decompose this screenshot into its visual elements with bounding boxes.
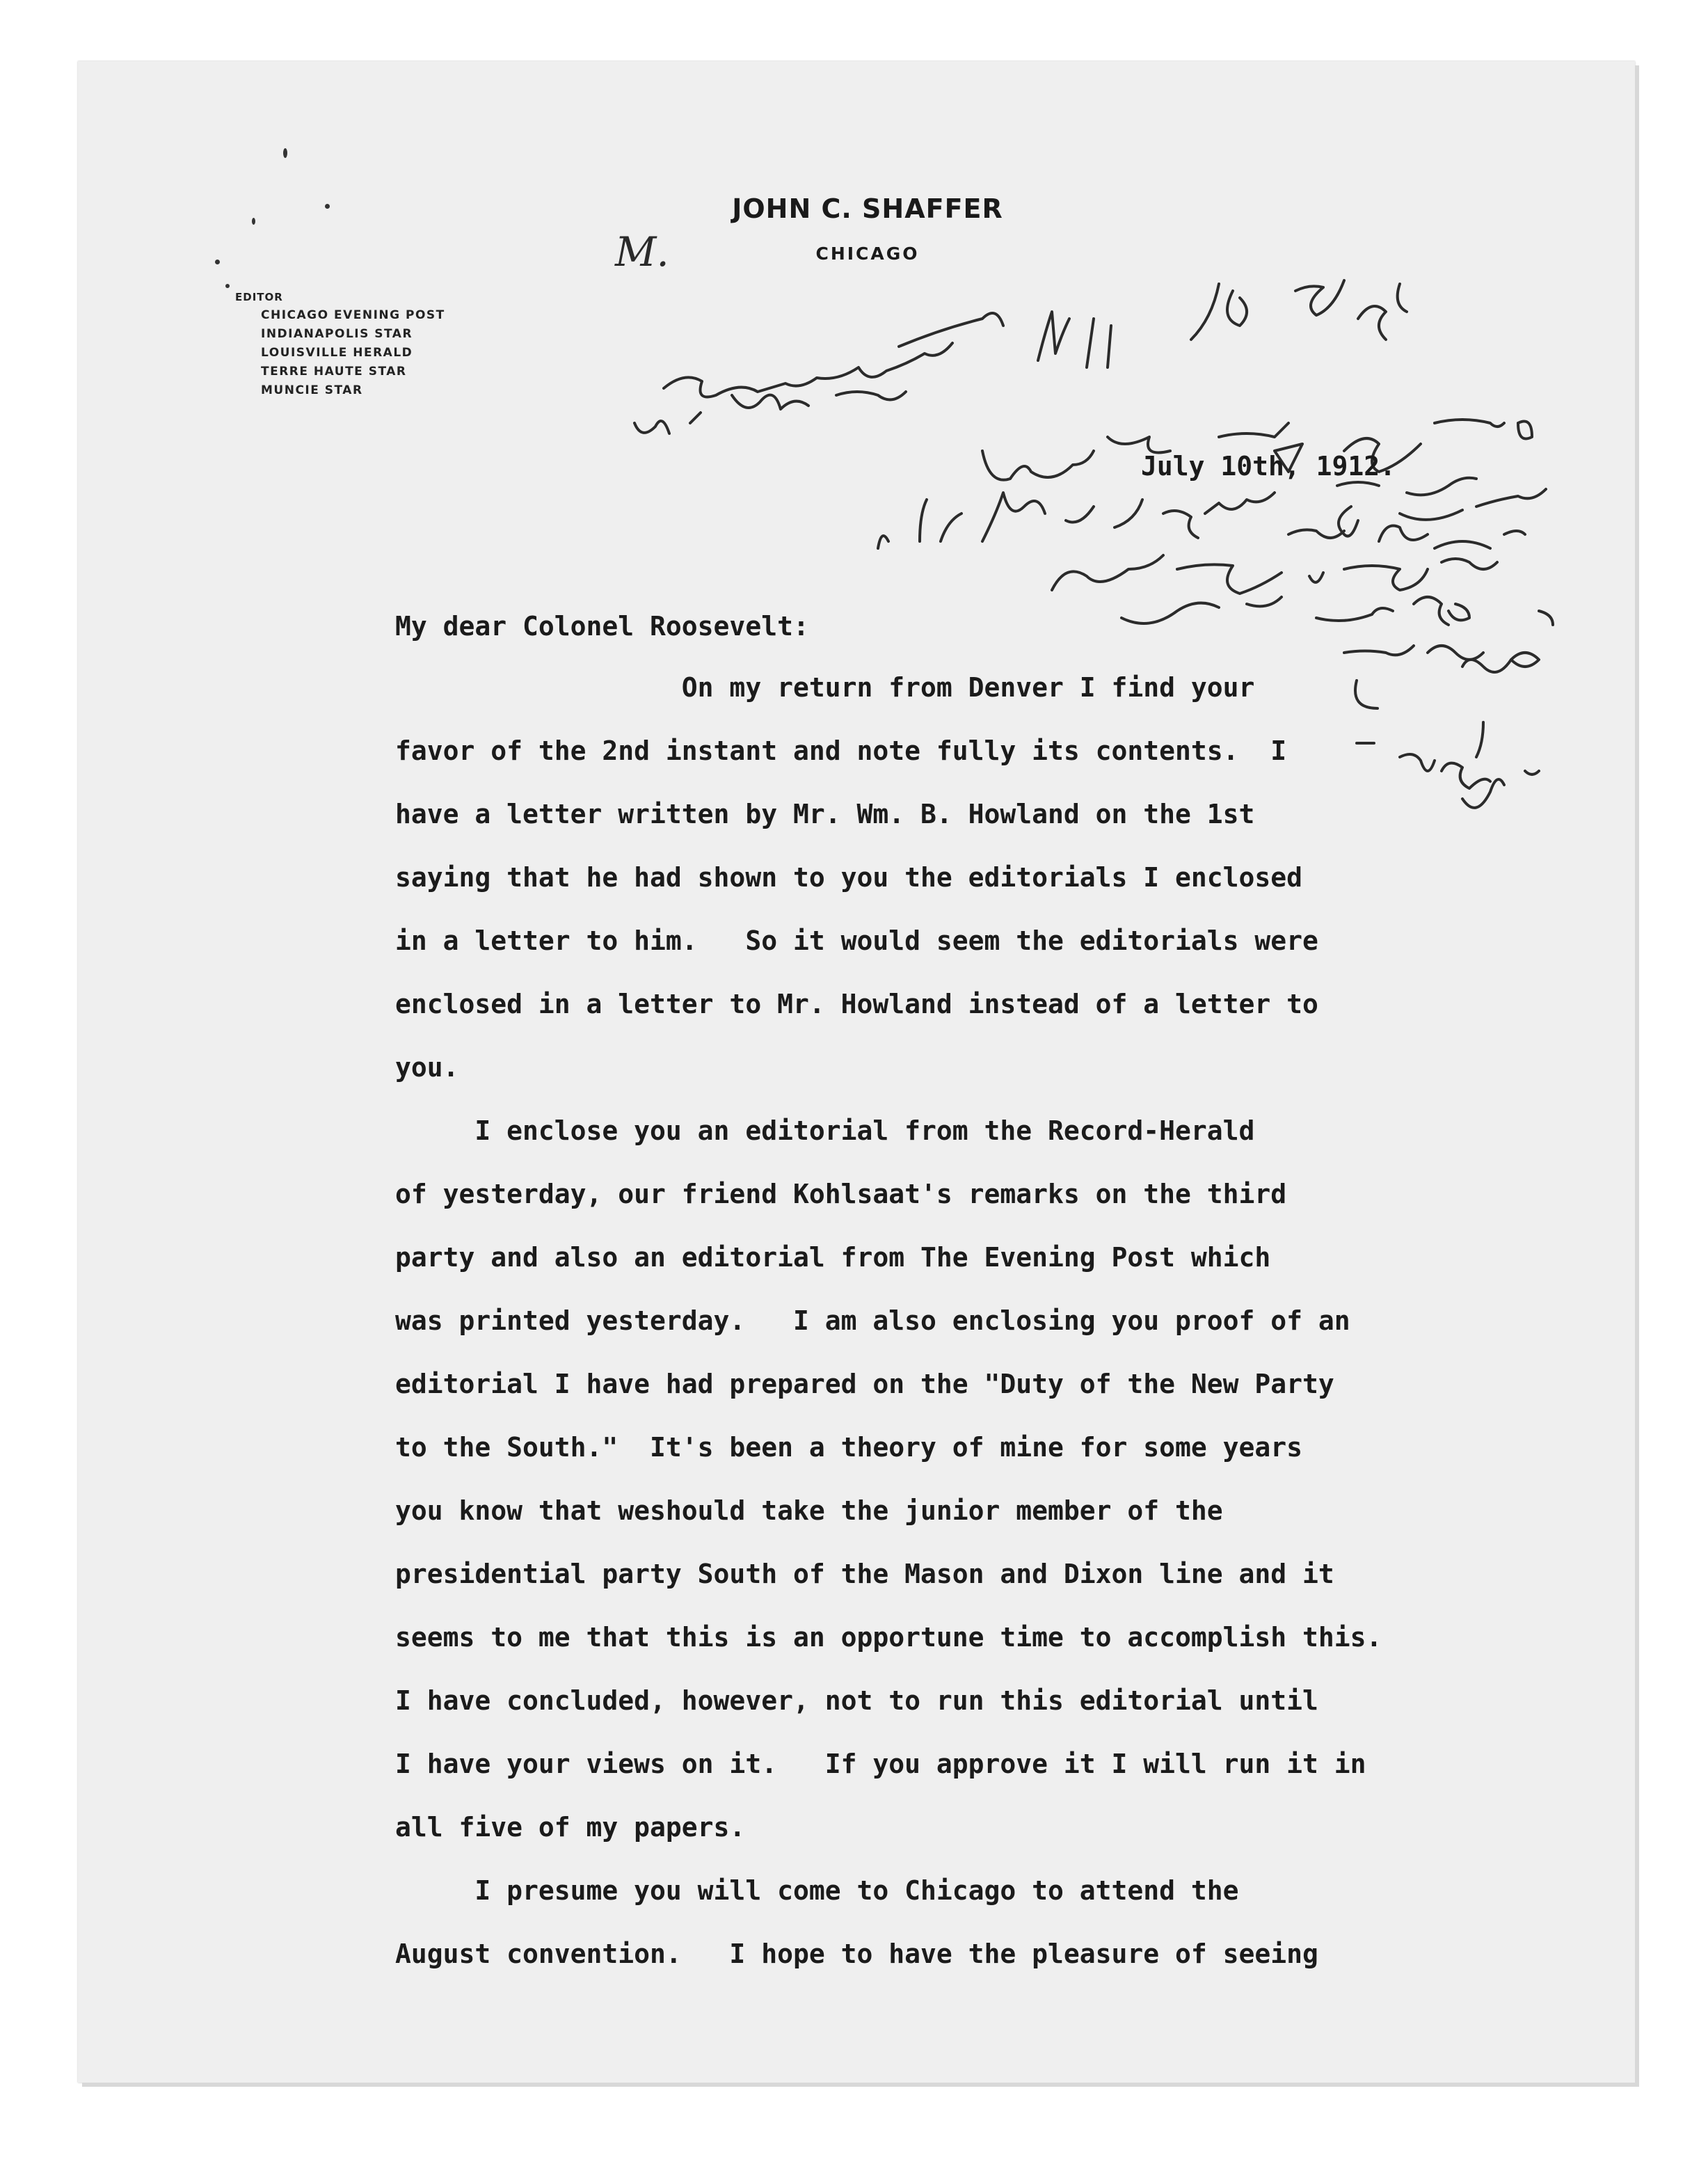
- body-line: presidential party South of the Mason and Dixon line and it: [395, 1559, 1334, 1589]
- shorthand-stroke: [1344, 566, 1428, 590]
- newspaper-item: MUNCIE STAR: [261, 383, 363, 397]
- newspaper-item: INDIANAPOLIS STAR: [261, 327, 413, 341]
- body-line: of yesterday, our friend Kohlsaat's remarks on the third: [395, 1179, 1287, 1209]
- body-line: was printed yesterday. I am also enclosing you proof of an: [395, 1305, 1350, 1336]
- shorthand-stroke: [1122, 603, 1219, 623]
- margin-mark: M.: [615, 228, 669, 276]
- body-line: seems to me that this is an opportune time to accomplish this.: [395, 1622, 1382, 1653]
- punch-mark: [225, 284, 230, 288]
- shorthand-stroke: [1398, 284, 1407, 312]
- letter-sheet: [78, 61, 1635, 2083]
- body-line: have a letter written by Mr. Wm. B. Howland on the 1st: [395, 799, 1255, 829]
- shorthand-stroke: [1316, 608, 1393, 621]
- shorthand-stroke: [1339, 507, 1358, 536]
- shorthand-stroke: [1400, 510, 1462, 520]
- body-line: I have your views on it. If you approve it I will run it in: [395, 1749, 1366, 1779]
- punch-mark: [325, 204, 330, 209]
- shorthand-stroke: [1309, 573, 1323, 582]
- shorthand-stroke: [1344, 646, 1414, 655]
- shorthand-stroke: [1295, 280, 1344, 315]
- shorthand-stroke: [1288, 530, 1344, 538]
- shorthand-stroke: [1442, 559, 1497, 569]
- body-line: I have concluded, however, not to run this editorial until: [395, 1685, 1318, 1716]
- shorthand-stroke: [982, 493, 1045, 541]
- body-line: On my return from Denver I find your: [395, 672, 1255, 703]
- punch-mark: [252, 218, 255, 225]
- shorthand-stroke: [1358, 306, 1386, 340]
- shorthand-stroke: [878, 536, 888, 548]
- body-line: favor of the 2nd instant and note fully its contents. I: [395, 735, 1287, 766]
- shorthand-stroke: [1177, 564, 1282, 594]
- shorthand-stroke: [836, 392, 906, 399]
- body-line: party and also an editorial from The Evening Post which: [395, 1242, 1271, 1273]
- shorthand-stroke: [1462, 779, 1504, 808]
- shorthand-stroke: [1428, 646, 1483, 660]
- punch-mark: [283, 148, 287, 158]
- shorthand-stroke: [1400, 754, 1435, 771]
- shorthand-stroke: [1219, 423, 1288, 437]
- shorthand-stroke: [1476, 722, 1483, 757]
- punch-mark: [215, 260, 220, 264]
- body-line: to the South." It's been a theory of mine for some years: [395, 1432, 1303, 1463]
- shorthand-stroke: [899, 313, 1003, 347]
- shorthand-stroke: [1052, 555, 1163, 590]
- shorthand-stroke: [1462, 660, 1511, 672]
- shorthand-stroke: [690, 413, 701, 423]
- shorthand-stroke: [1435, 541, 1490, 548]
- body-line: editorial I have had prepared on the "Duty of the New Party: [395, 1369, 1334, 1399]
- body-line: you.: [395, 1052, 459, 1083]
- shorthand-stroke: [664, 343, 952, 397]
- shorthand-stroke: [1227, 291, 1247, 326]
- shorthand-stroke: [1435, 420, 1504, 427]
- shorthand-stroke: [1518, 422, 1532, 439]
- shorthand-stroke: [1504, 531, 1525, 534]
- shorthand-stroke: [1205, 493, 1275, 514]
- shorthand-stroke: [1163, 511, 1198, 538]
- shorthand-stroke: [1066, 500, 1142, 527]
- shorthand-stroke: [1087, 319, 1111, 367]
- newspaper-list: [261, 306, 445, 400]
- letterhead-name: JOHN C. SHAFFER: [732, 193, 1003, 224]
- shorthand-stroke: [634, 421, 669, 433]
- body-line: August convention. I hope to have the pleasure of seeing: [395, 1939, 1318, 1969]
- shorthand-stroke: [1442, 763, 1490, 788]
- editor-label: EDITOR: [235, 291, 283, 303]
- shorthand-stroke: [1476, 489, 1546, 507]
- body-line: saying that he had shown to you the editorials I enclosed: [395, 862, 1303, 893]
- letter-date: July 10th, 1912.: [1141, 451, 1396, 482]
- letterhead-city: CHICAGO: [815, 244, 920, 264]
- shorthand-stroke: [1539, 611, 1553, 625]
- shorthand-stroke: [1511, 653, 1539, 667]
- body-line: enclosed in a letter to Mr. Howland instead of a letter to: [395, 989, 1318, 1019]
- body-line: in a letter to him. So it would seem the editorials were: [395, 925, 1318, 956]
- body-line: I enclose you an editorial from the Record-Herald: [395, 1115, 1255, 1146]
- shorthand-stroke: [1247, 597, 1282, 606]
- shorthand-stroke: [982, 451, 1094, 480]
- salutation: My dear Colonel Roosevelt:: [395, 611, 809, 642]
- shorthand-stroke: [1379, 526, 1428, 542]
- shorthand-stroke: [1448, 604, 1469, 620]
- newspaper-item: LOUISVILLE HERALD: [261, 346, 413, 360]
- shorthand-stroke: [1191, 284, 1219, 340]
- newspaper-item: CHICAGO EVENING POST: [261, 308, 445, 322]
- newspaper-item: TERRE HAUTE STAR: [261, 365, 407, 379]
- body-line: all five of my papers.: [395, 1812, 746, 1843]
- shorthand-stroke: [1414, 597, 1448, 625]
- shorthand-stroke: [1525, 771, 1539, 774]
- shorthand-stroke: [732, 395, 808, 409]
- shorthand-stroke: [1355, 681, 1378, 708]
- body-line: I presume you will come to Chicago to attend the: [395, 1875, 1239, 1906]
- body-line: you know that weshould take the junior member of the: [395, 1495, 1223, 1526]
- shorthand-stroke: [920, 500, 961, 541]
- shorthand-stroke: [1038, 312, 1069, 360]
